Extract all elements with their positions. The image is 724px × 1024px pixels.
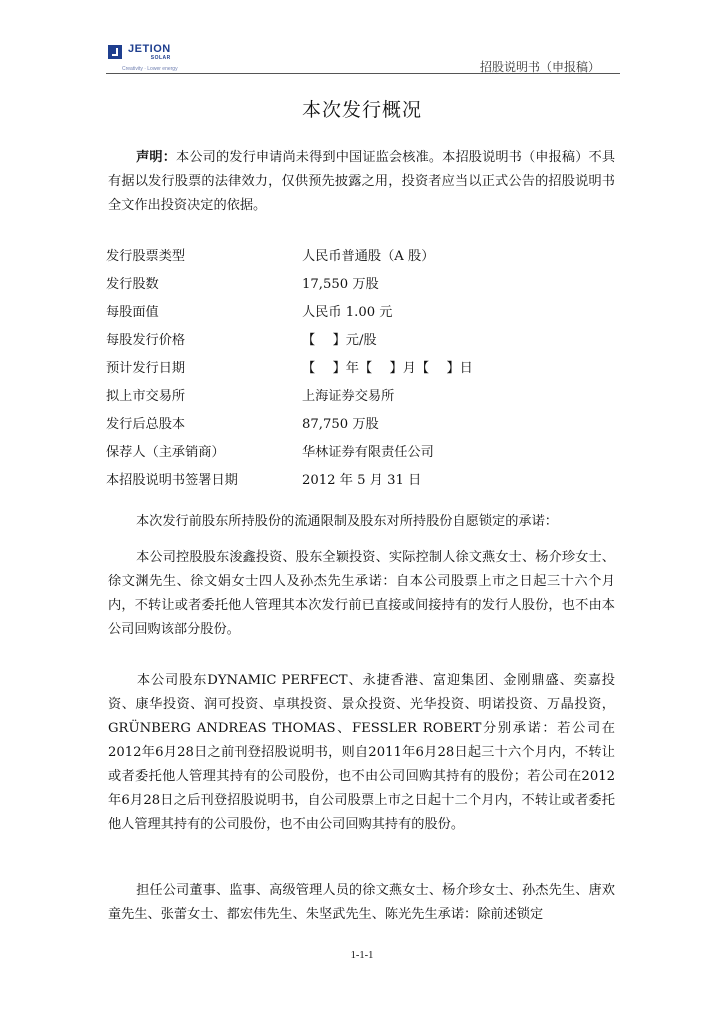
- info-row-share-count: [106, 268, 626, 296]
- info-label: 发行股票类型: [106, 248, 186, 264]
- info-value: 上海证券交易所: [302, 388, 395, 404]
- paragraph-text: 本公司股东DYNAMIC PERFECT、永捷香港、富迎集团、金刚鼎盛、奕嘉投资、康华投资、润可投资、卓琪投资、景众投资、光华投资、明诺投资、万晶投资，GRÜNBERG ANDREAS THOMAS、FESSLER ROBERT分别承诺：若公司在2012年6月28日之前刊登招股说明书，则自2011年6月28日起三十六个月内，不转让或者委托他人管理其持有的公司股份，也不由公司回购其持有的股份；若公司在2012年6月28日之后刊登招股说明书，自公司股票上市之日起十二个月内，不转让或者委托他人管理其持有的公司股份，也不由公司回购其持有的股份。: [108, 673, 615, 832]
- page-title: 本次发行概况: [301, 99, 422, 121]
- info-row-share-type: [106, 240, 626, 268]
- info-value: 人民币 1.00 元: [302, 304, 393, 320]
- logo-tagline: Creativity · Lower energy: [122, 66, 178, 72]
- info-label: 拟上市交易所: [106, 388, 186, 404]
- info-label: 每股面值: [106, 304, 159, 320]
- info-value: 华林证券有限责任公司: [302, 444, 434, 460]
- info-value: 17,550 万股: [302, 276, 379, 292]
- declaration-label: 声明：: [136, 150, 177, 165]
- info-value: 【 】元/股: [302, 332, 377, 348]
- info-row-par-value: [106, 296, 626, 324]
- header-divider: [106, 73, 620, 74]
- info-value: 人民币普通股（A 股）: [302, 248, 435, 264]
- info-label: 发行后总股本: [106, 416, 186, 432]
- info-value: 87,750 万股: [302, 416, 379, 432]
- info-label: 本招股说明书签署日期: [106, 472, 238, 488]
- paragraph-text: 本次发行前股东所持股份的流通限制及股东对所持股份自愿锁定的承诺：: [136, 514, 558, 529]
- logo-sub: SOLAR: [150, 55, 171, 61]
- info-row-sign-date: [106, 464, 626, 492]
- info-row-issue-date: [106, 352, 626, 380]
- paragraph-text: 担任公司董事、监事、高级管理人员的徐文燕女士、杨介珍女士、孙杰先生、唐欢童先生、张蕾女士、都宏伟先生、朱坚武先生、陈光先生承诺：除前述锁定: [108, 883, 615, 922]
- info-label: 每股发行价格: [106, 332, 186, 348]
- declaration-text: 本公司的发行申请尚未得到中国证监会核准。本招股说明书（申报稿）不具有据以发行股票的法律效力，仅供预先披露之用，投资者应当以正式公告的招股说明书全文作出投资决定的依据。: [108, 150, 616, 213]
- controlling-shareholder-paragraph: [108, 546, 615, 642]
- company-logo: [108, 43, 178, 72]
- info-label: 保荐人（主承销商）: [106, 444, 225, 460]
- info-row-issue-price: [106, 324, 626, 352]
- info-label: 发行股数: [106, 276, 159, 292]
- lockup-intro-paragraph: [108, 510, 615, 534]
- other-shareholders-paragraph: [108, 669, 615, 837]
- info-label: 预计发行日期: [106, 360, 186, 376]
- info-row-total-shares: [106, 408, 626, 436]
- offering-info-table: [106, 240, 626, 492]
- document-name: 招股说明书（申报稿）: [479, 60, 600, 74]
- directors-paragraph: [108, 879, 615, 927]
- info-row-sponsor: [106, 436, 626, 464]
- info-value: 2012 年 5 月 31 日: [302, 472, 422, 488]
- paragraph-text: 本公司控股股东浚鑫投资、股东全颖投资、实际控制人徐文燕女士、杨介珍女士、徐文渊先生、徐文娟女士四人及孙杰先生承诺：自本公司股票上市之日起三十六个月内，不转让或者委托他人管理其本次发行前已直接或间接持有的发行人股份，也不由本公司回购该部分股份。: [108, 550, 615, 637]
- logo-name: JETION: [128, 43, 171, 55]
- page-number: 1-1-1: [350, 950, 374, 961]
- declaration-paragraph: [108, 146, 615, 218]
- info-row-exchange: [106, 380, 626, 408]
- page-header: [0, 0, 724, 80]
- jetion-logo-icon: [108, 45, 122, 59]
- info-value: 【 】年【 】月【 】日: [302, 360, 473, 376]
